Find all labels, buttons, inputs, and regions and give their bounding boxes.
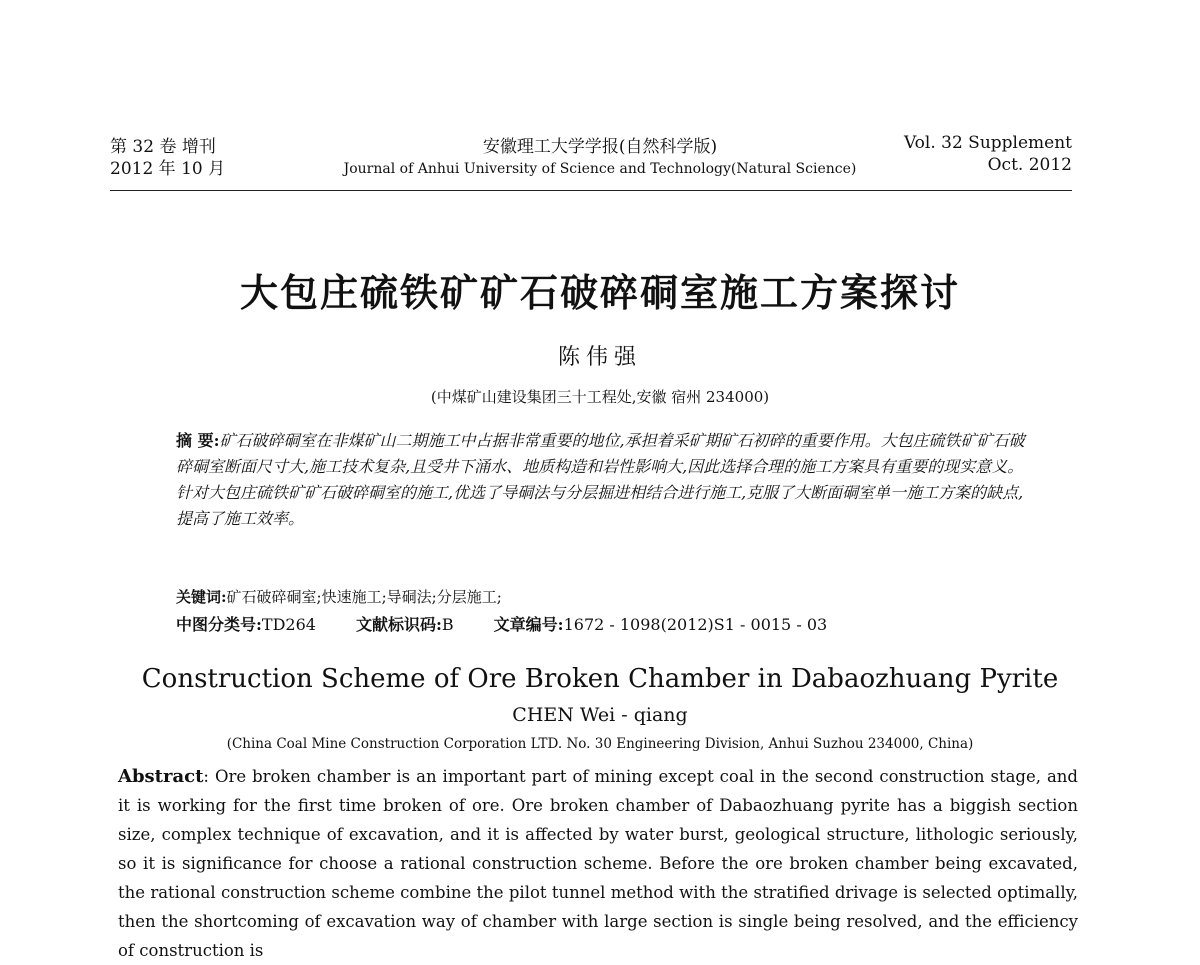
keywords-label: 关键词:	[176, 588, 227, 606]
classification-line	[176, 612, 827, 635]
volume-label: 第 32 卷 增刊	[110, 137, 216, 157]
keywords-cn	[176, 586, 502, 607]
paper-title-en: Construction Scheme of Ore Broken Chamber in Dabaozhuang Pyrite	[141, 664, 1059, 694]
abstract-en	[118, 762, 1078, 965]
doc-code-value: B	[441, 615, 454, 634]
clc-label: 中图分类号:	[176, 615, 262, 634]
date-en: Oct. 2012	[987, 155, 1072, 175]
keywords-text: 矿石破碎硐室;快速施工;导硐法;分层施工;	[226, 588, 502, 606]
volume-info-en	[904, 132, 1072, 176]
author-en: CHEN Wei - qiang	[512, 704, 688, 726]
doc-code-label: 文献标识码:	[355, 615, 442, 634]
abstract-cn-label: 摘 要:	[176, 431, 220, 450]
article-no-label: 文章编号:	[493, 615, 564, 634]
issue-info	[110, 136, 225, 180]
affiliation-en: (China Coal Mine Construction Corporation LTD. No. 30 Engineering Division, Anhui Suzhou 234000, China)	[226, 736, 974, 752]
abstract-cn	[176, 428, 1036, 532]
article-no-value: 1672 - 1098(2012)S1 - 0015 - 03	[563, 615, 828, 634]
abstract-en-text: : Ore broken chamber is an important part of mining except coal in the second construction stage, and it is working for the first time broken of ore. Ore broken chamber of Dabaozhuang pyrite has a biggish section size, complex technique of excavation, and it is affected by water burst, geological structure, lithologic seriously, so it is significance for choose a rational construction scheme. Before the ore broken chamber being excavated, the rational construction scheme combine the pilot tunnel method with the stratified drivage is selected optimally, then the shortcoming of excavation way of chamber with large section is single being resolved, and the efficiency of construction is	[118, 767, 1078, 960]
journal-title-en: Journal of Anhui University of Science and Technology(Natural Science)	[343, 161, 857, 177]
abstract-en-label: Abstract	[118, 766, 204, 787]
affiliation-cn: (中煤矿山建设集团三十工程处,安徽 宿州 234000)	[430, 388, 770, 406]
author-cn: 陈伟强	[557, 345, 642, 370]
clc-value: TD264	[261, 615, 316, 634]
paper-title-cn: 大包庄硫铁矿矿石破碎硐室施工方案探讨	[239, 270, 960, 315]
journal-name	[320, 136, 880, 180]
header-divider	[110, 190, 1072, 191]
journal-title-cn: 安徽理工大学学报(自然科学版)	[482, 137, 718, 157]
volume-supplement: Vol. 32 Supplement	[903, 133, 1072, 153]
issue-date: 2012 年 10 月	[110, 159, 226, 179]
abstract-cn-text: 矿石破碎硐室在非煤矿山二期施工中占据非常重要的地位,承担着采矿期矿石初碎的重要作用。大包庄硫铁矿矿石破碎硐室断面尺寸大,施工技术复杂,且受井下涌水、地质构造和岩性影响大,因此选择合理的施工方案具有重要的现实意义。针对大包庄硫铁矿矿石破碎硐室的施工,优选了导硐法与分层掘进相结合进行施工,克服了大断面硐室单一施工方案的缺点,提高了施工效率。	[176, 431, 1025, 528]
